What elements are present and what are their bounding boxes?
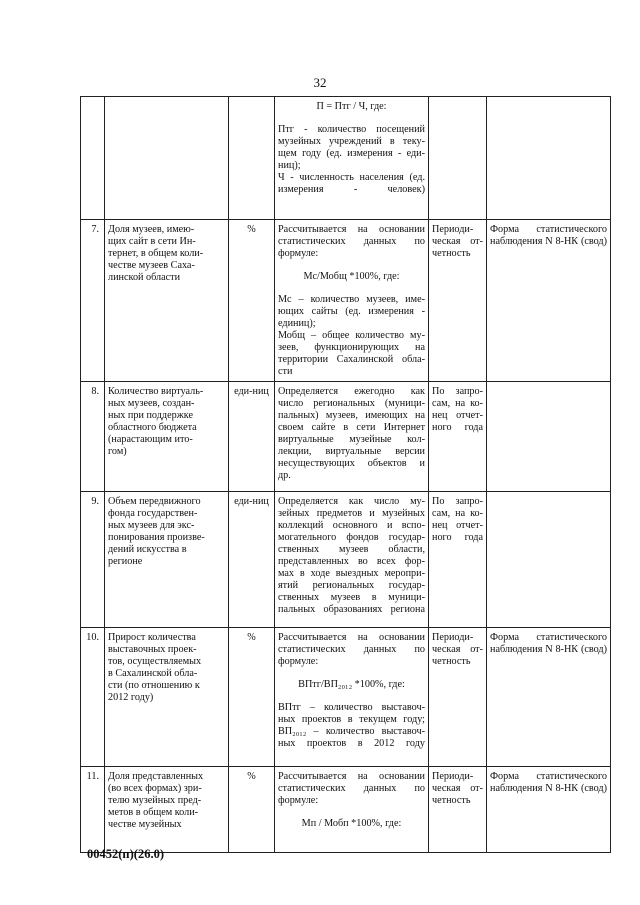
text-line: регионе: [108, 556, 143, 567]
unit-of-measure: [229, 97, 275, 220]
text-line: коллекций основного и вспо-: [278, 520, 425, 531]
reporting-period: [429, 220, 487, 382]
calculation-method: [275, 492, 429, 628]
text-line: формуле:: [278, 795, 319, 806]
text-line: Количество виртуаль-: [108, 386, 204, 397]
text-line: сам, на ко-: [432, 508, 483, 519]
data-source: [487, 492, 611, 628]
text-line: ющих сайты (ед. измерения -: [278, 306, 425, 317]
text-line: лекции, виртуальные версии: [278, 446, 425, 457]
footer-document-code: 00452(п)(26.0): [87, 847, 164, 861]
text-line: Определяется ежегодно как: [278, 386, 425, 397]
text-line: ного года: [432, 422, 483, 433]
data-source: [487, 97, 611, 220]
text-line: ных проектов в текущем году;: [278, 714, 425, 725]
text-line: Форма статистического: [490, 771, 607, 782]
text-line: понирования произве-: [108, 532, 205, 543]
table-row: [81, 492, 611, 628]
text-line: Доля представленных: [108, 771, 204, 782]
text-line: зеев, функционирующих на: [278, 342, 425, 353]
indicator-name: [105, 220, 229, 382]
text-line: По запро-: [432, 496, 483, 507]
text-line: телю музейных пред-: [108, 795, 202, 806]
text-line: наблюдения N 8-НК (свод): [490, 644, 607, 655]
data-source: [487, 382, 611, 492]
text-line: ного года: [432, 532, 483, 543]
text-line: Мобщ – общее количество му-: [278, 330, 425, 341]
text-line: четность: [432, 656, 471, 667]
indicator-name: [105, 628, 229, 767]
text-line: ственных музеев области,: [278, 544, 425, 555]
text-line: 2012 году): [108, 692, 154, 703]
text-line: честве музейных: [108, 819, 182, 830]
text-line: нец отчет-: [432, 410, 483, 421]
text-line: ственных музеев в муници-: [278, 592, 425, 603]
calculation-method: [275, 382, 429, 492]
text-line: пальных образованиях региона: [278, 604, 425, 615]
text-line: Прирост количества: [108, 632, 196, 643]
row-number: 10.: [81, 628, 105, 767]
text-line: формуле:: [278, 656, 319, 667]
data-source: [487, 220, 611, 382]
text-line: статистических данных по: [278, 644, 425, 655]
text-line: Рассчитывается на основании: [278, 771, 425, 782]
text-line: сам, на ко-: [432, 398, 483, 409]
text-line: ных проектов в 2012 году: [278, 738, 425, 749]
text-line: выставочных проек-: [108, 644, 197, 655]
text-line: ВПтг – количество выставоч-: [278, 702, 425, 713]
spacer: [278, 260, 425, 271]
text-line: Определяется как число му-: [278, 496, 425, 507]
spacer: [278, 807, 425, 818]
data-source: [487, 767, 611, 853]
text-line: Рассчитывается на основании: [278, 632, 425, 643]
spacer: [278, 283, 425, 294]
text-line: Форма статистического: [490, 632, 607, 643]
table-row: [81, 628, 611, 767]
formula: Мп / Мобп *100%, где:: [301, 818, 402, 829]
text-line: несуществующих объектов и: [278, 458, 425, 469]
text-line: ниц);: [278, 160, 301, 171]
text-line: ятий региональных государ-: [278, 580, 425, 591]
text-line: сти (по отношению к: [108, 680, 200, 691]
text-line: щем году (ед. измерения - еди-: [278, 148, 425, 159]
text-line: четность: [432, 248, 471, 259]
text-line: метов в общем коли-: [108, 807, 199, 818]
text-line: Периоди-: [432, 632, 474, 643]
formula: П = Птг / Ч, где:: [316, 101, 387, 112]
text-line: сти: [278, 366, 293, 377]
reporting-period: [429, 767, 487, 853]
formula: ВПтг/ВП₂₀₁₂ *100%, где:: [298, 679, 405, 690]
text-line: ных музеев для экс-: [108, 520, 195, 531]
table-row: [81, 97, 611, 220]
text-line: Доля музеев, имею-: [108, 224, 195, 235]
table-row: [81, 382, 611, 492]
row-number: 7.: [81, 220, 105, 382]
unit-of-measure: еди-ниц: [229, 382, 275, 492]
unit-of-measure: %: [229, 767, 275, 853]
text-line: в Сахалинской обла-: [108, 668, 198, 679]
indicator-name: [105, 97, 229, 220]
text-line: честве музеев Саха-: [108, 260, 195, 271]
formula: Мс/Мобщ *100%, где:: [303, 271, 400, 282]
text-line: ВП₂₀₁₂ – количество выставоч-: [278, 726, 425, 737]
text-line: щих сайт в сети Ин-: [108, 236, 196, 247]
text-line: статистических данных по: [278, 783, 425, 794]
text-line: статистических данных по: [278, 236, 425, 247]
table-row: [81, 220, 611, 382]
text-line: Периоди-: [432, 771, 474, 782]
text-line: территории Сахалинской обла-: [278, 354, 425, 365]
text-line: число региональных (муници-: [278, 398, 425, 409]
row-number: 9.: [81, 492, 105, 628]
reporting-period: [429, 382, 487, 492]
indicator-name: [105, 382, 229, 492]
text-line: пальных) музеев, имеющих на: [278, 410, 425, 421]
text-line: ных при поддержке: [108, 410, 193, 421]
page-number: 32: [313, 75, 327, 90]
text-line: наблюдения N 8-НК (свод): [490, 783, 607, 794]
text-line: формуле:: [278, 248, 319, 259]
calculation-method: [275, 220, 429, 382]
text-line: своем сайте в сети Интернет: [278, 422, 425, 433]
text-line: областного бюджета: [108, 422, 197, 433]
reporting-period: [429, 628, 487, 767]
text-line: измерения - человек): [278, 184, 425, 195]
text-line: дений искусства в: [108, 544, 187, 555]
text-line: Птг - количество посещений: [278, 124, 425, 135]
text-line: др.: [278, 470, 291, 481]
text-line: ческая от-: [432, 236, 483, 247]
text-line: (нарастающим ито-: [108, 434, 193, 445]
reporting-period: [429, 492, 487, 628]
row-number: 11.: [81, 767, 105, 853]
text-line: (во всех формах) зри-: [108, 783, 202, 794]
text-line: ческая от-: [432, 644, 483, 655]
text-line: тернет, в общем коли-: [108, 248, 204, 259]
indicator-table: [80, 96, 611, 853]
unit-of-measure: еди-ниц: [229, 492, 275, 628]
text-line: Объем передвижного: [108, 496, 201, 507]
text-line: представленных во всех фор-: [278, 556, 425, 567]
text-line: ных музеев, создан-: [108, 398, 195, 409]
text-line: музейных учреждений в теку-: [278, 136, 425, 147]
calculation-method: [275, 628, 429, 767]
calculation-method: [275, 767, 429, 853]
row-number: [81, 97, 105, 220]
text-line: могательного фондов государ-: [278, 532, 425, 543]
spacer: [278, 113, 425, 124]
text-line: зейных предметов и музейных: [278, 508, 425, 519]
text-line: наблюдения N 8-НК (свод): [490, 236, 607, 247]
text-line: ческая от-: [432, 783, 483, 794]
row-number: 8.: [81, 382, 105, 492]
text-line: линской области: [108, 272, 181, 283]
text-line: Ч - численность населения (ед.: [278, 172, 425, 183]
text-line: гом): [108, 446, 127, 457]
text-line: нец отчет-: [432, 520, 483, 531]
text-line: Мс – количество музеев, име-: [278, 294, 425, 305]
spacer: [278, 668, 425, 679]
text-line: виртуальные музейные кол-: [278, 434, 425, 445]
text-line: Периоди-: [432, 224, 474, 235]
indicator-name: [105, 492, 229, 628]
unit-of-measure: %: [229, 220, 275, 382]
text-line: Рассчитывается на основании: [278, 224, 425, 235]
table-row: [81, 767, 611, 853]
text-line: единиц);: [278, 318, 316, 329]
indicator-name: [105, 767, 229, 853]
reporting-period: [429, 97, 487, 220]
unit-of-measure: %: [229, 628, 275, 767]
calculation-method: [275, 97, 429, 220]
text-line: четность: [432, 795, 471, 806]
text-line: Форма статистического: [490, 224, 607, 235]
text-line: тов, осуществляемых: [108, 656, 202, 667]
text-line: По запро-: [432, 386, 483, 397]
spacer: [278, 691, 425, 702]
text-line: мах в ходе выездных меропри-: [278, 568, 425, 579]
text-line: фонда государствен-: [108, 508, 198, 519]
data-source: [487, 628, 611, 767]
